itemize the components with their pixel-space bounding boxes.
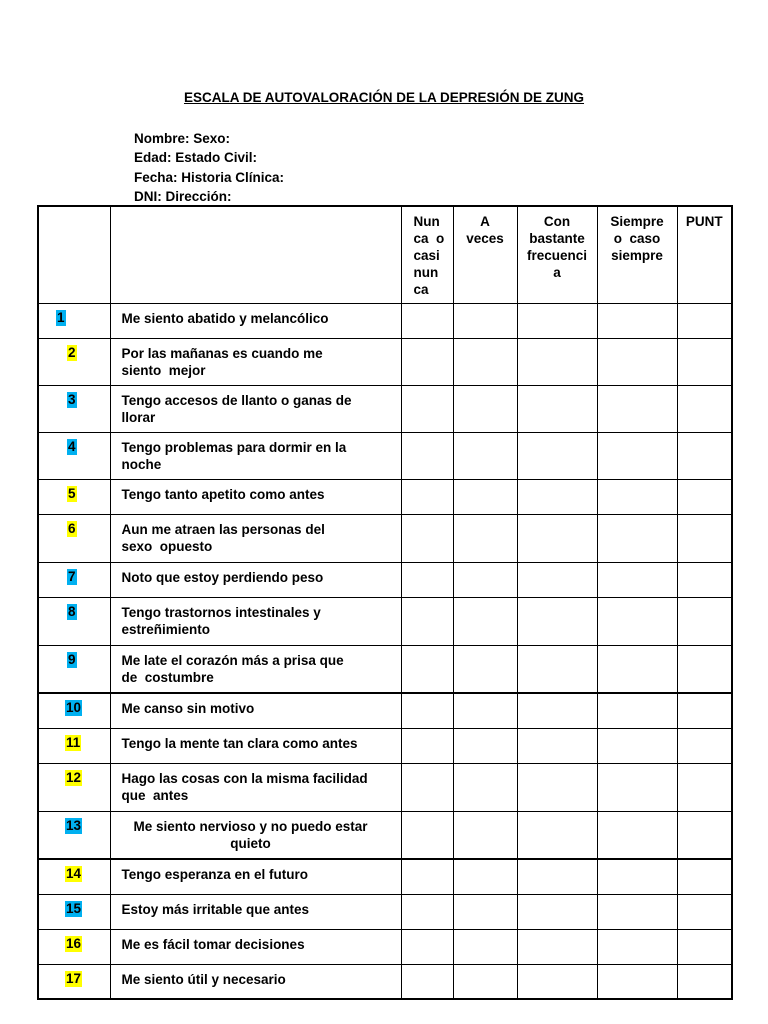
item-statement <box>111 729 401 752</box>
item-statement-line: Tengo la mente tan clara como antes <box>121 735 358 751</box>
table-row <box>38 693 732 728</box>
item-number-cell <box>38 645 110 693</box>
answer-con-bastante-cell[interactable] <box>517 479 597 514</box>
answer-con-bastante-cell[interactable] <box>517 385 597 432</box>
answer-a-veces-cell[interactable] <box>453 811 517 859</box>
item-statement-line: Tengo trastornos intestinales y <box>121 604 321 620</box>
item-number: 9 <box>68 651 76 667</box>
item-statement-line: Me canso sin motivo <box>121 701 255 716</box>
item-statement <box>111 304 401 327</box>
item-statement-cell <box>110 303 401 338</box>
table-row <box>38 859 732 894</box>
punt-cell[interactable] <box>677 562 732 597</box>
answer-siempre-cell[interactable] <box>597 432 677 479</box>
item-statement-line: Hago las cosas con la misma facilidad <box>121 770 368 786</box>
item-statement-cell <box>110 562 401 597</box>
item-statement-line: de costumbre <box>121 669 214 685</box>
item-statement-cell <box>110 385 401 432</box>
header-col3 <box>517 206 597 303</box>
answer-siempre-cell[interactable] <box>597 597 677 645</box>
table-row <box>38 479 732 514</box>
table-row <box>38 763 732 811</box>
answer-siempre-cell[interactable] <box>597 811 677 859</box>
header-col4 <box>597 206 677 303</box>
item-statement-line: Me siento abatido y melancólico <box>121 310 329 326</box>
item-statement-line: quieto <box>230 835 271 851</box>
column-header-line: o caso <box>613 231 661 246</box>
answer-siempre-cell[interactable] <box>597 728 677 763</box>
item-statement-line: Estoy más irritable que antes <box>121 901 310 917</box>
punt-cell[interactable] <box>677 645 732 693</box>
item-number: 3 <box>68 391 76 407</box>
item-statement-line: sexo opuesto <box>121 538 213 554</box>
answer-nunca-cell[interactable] <box>401 964 453 999</box>
item-statement-line: Me es fácil tomar decisiones <box>121 936 305 952</box>
punt-cell[interactable] <box>677 385 732 432</box>
answer-siempre-cell[interactable] <box>597 645 677 693</box>
punt-cell[interactable] <box>677 432 732 479</box>
answer-nunca-cell[interactable] <box>401 894 453 929</box>
answer-nunca-cell[interactable] <box>401 562 453 597</box>
table-row <box>38 385 732 432</box>
item-number-cell <box>38 562 110 597</box>
item-statement-line: Me siento útil y necesario <box>121 971 286 987</box>
item-number: 2 <box>68 344 76 360</box>
answer-a-veces-cell[interactable] <box>453 894 517 929</box>
punt-cell[interactable] <box>677 514 732 562</box>
item-statement <box>111 339 401 379</box>
answer-con-bastante-cell[interactable] <box>517 693 597 728</box>
item-statement-line: que antes <box>121 787 189 803</box>
item-number: 12 <box>66 769 82 785</box>
item-statement <box>111 480 401 503</box>
item-number: 16 <box>66 935 82 951</box>
answer-nunca-cell[interactable] <box>401 811 453 859</box>
item-number-cell <box>38 338 110 385</box>
table-row <box>38 432 732 479</box>
answer-nunca-cell[interactable] <box>401 338 453 385</box>
answer-nunca-cell[interactable] <box>401 728 453 763</box>
field-nombre-sexo: Nombre: Sexo: <box>134 131 231 146</box>
item-statement <box>111 965 401 988</box>
answer-a-veces-cell[interactable] <box>453 303 517 338</box>
item-number-cell <box>38 597 110 645</box>
punt-cell[interactable] <box>677 693 732 728</box>
column-header-line: nun <box>413 265 439 280</box>
punt-cell[interactable] <box>677 859 732 894</box>
item-statement <box>111 515 401 555</box>
item-statement-cell <box>110 964 401 999</box>
punt-cell[interactable] <box>677 303 732 338</box>
item-statement <box>111 646 401 686</box>
item-statement <box>111 598 401 638</box>
table-row <box>38 338 732 385</box>
answer-siempre-cell[interactable] <box>597 964 677 999</box>
answer-nunca-cell[interactable] <box>401 479 453 514</box>
column-header-line: A <box>480 214 490 229</box>
answer-siempre-cell[interactable] <box>597 338 677 385</box>
table-row <box>38 303 732 338</box>
column-header-line: ca <box>413 282 429 297</box>
column-header-label <box>598 207 677 264</box>
answer-con-bastante-cell[interactable] <box>517 303 597 338</box>
answer-siempre-cell[interactable] <box>597 894 677 929</box>
answer-a-veces-cell[interactable] <box>453 763 517 811</box>
item-statement <box>111 860 401 883</box>
item-number-cell <box>38 514 110 562</box>
item-statement-cell <box>110 728 401 763</box>
answer-nunca-cell[interactable] <box>401 303 453 338</box>
patient-fields <box>134 129 284 206</box>
answer-siempre-cell[interactable] <box>597 303 677 338</box>
item-number-cell <box>38 432 110 479</box>
answer-siempre-cell[interactable] <box>597 929 677 964</box>
item-number-cell <box>38 859 110 894</box>
item-number: 15 <box>66 900 82 916</box>
punt-cell[interactable] <box>677 728 732 763</box>
item-statement-line: Aun me atraen las personas del <box>121 521 325 537</box>
answer-con-bastante-cell[interactable] <box>517 597 597 645</box>
punt-cell[interactable] <box>677 811 732 859</box>
answer-a-veces-cell[interactable] <box>453 964 517 999</box>
item-statement-line: Tengo esperanza en el futuro <box>121 867 309 882</box>
answer-siempre-cell[interactable] <box>597 859 677 894</box>
answer-nunca-cell[interactable] <box>401 693 453 728</box>
item-number: 5 <box>68 485 76 501</box>
item-statement-cell <box>110 338 401 385</box>
item-statement-line: Me siento nervioso y no puedo estar <box>133 818 368 834</box>
answer-siempre-cell[interactable] <box>597 562 677 597</box>
answer-nunca-cell[interactable] <box>401 929 453 964</box>
answer-con-bastante-cell[interactable] <box>517 645 597 693</box>
punt-cell[interactable] <box>677 964 732 999</box>
item-statement-cell <box>110 929 401 964</box>
column-header-label <box>402 207 453 298</box>
table-row <box>38 894 732 929</box>
item-statement <box>111 386 401 426</box>
item-number-cell <box>38 763 110 811</box>
table-row <box>38 811 732 859</box>
table-row <box>38 514 732 562</box>
table-row <box>38 597 732 645</box>
punt-cell[interactable] <box>677 597 732 645</box>
header-blank-num <box>38 206 110 303</box>
column-header-label <box>518 207 597 281</box>
item-statement <box>111 563 401 586</box>
answer-siempre-cell[interactable] <box>597 763 677 811</box>
header-col2 <box>453 206 517 303</box>
item-statement-line: Tengo tanto apetito como antes <box>121 486 325 502</box>
answer-a-veces-cell[interactable] <box>453 859 517 894</box>
item-statement <box>111 433 401 473</box>
column-header-line: a <box>553 265 561 280</box>
item-number-cell <box>38 693 110 728</box>
answer-con-bastante-cell[interactable] <box>517 562 597 597</box>
item-number-cell <box>38 929 110 964</box>
column-header-line: frecuenci <box>526 248 588 263</box>
item-number: 11 <box>66 734 81 750</box>
answer-nunca-cell[interactable] <box>401 859 453 894</box>
answer-a-veces-cell[interactable] <box>453 693 517 728</box>
item-statement-line: estreñimiento <box>121 621 211 637</box>
item-statement-cell <box>110 894 401 929</box>
item-statement-cell <box>110 432 401 479</box>
item-number-cell <box>38 894 110 929</box>
item-number-cell <box>38 728 110 763</box>
answer-nunca-cell[interactable] <box>401 385 453 432</box>
answer-con-bastante-cell[interactable] <box>517 432 597 479</box>
punt-cell[interactable] <box>677 763 732 811</box>
punt-cell[interactable] <box>677 894 732 929</box>
table-row <box>38 562 732 597</box>
item-statement-line: llorar <box>121 409 156 425</box>
answer-con-bastante-cell[interactable] <box>517 514 597 562</box>
answer-a-veces-cell[interactable] <box>453 479 517 514</box>
item-statement-line: Tengo accesos de llanto o ganas de <box>121 392 352 408</box>
item-statement-cell <box>110 811 401 859</box>
item-statement-cell <box>110 645 401 693</box>
column-header-line: Nun <box>413 214 440 229</box>
header-col1 <box>401 206 453 303</box>
item-number: 7 <box>68 568 76 584</box>
item-statement <box>111 895 401 918</box>
answer-a-veces-cell[interactable] <box>453 514 517 562</box>
item-number-cell <box>38 964 110 999</box>
column-header-label <box>454 207 517 247</box>
item-statement-cell <box>110 514 401 562</box>
item-statement-line: Me late el corazón más a prisa que <box>121 652 344 668</box>
item-number: 1 <box>57 309 65 325</box>
column-header-line: Siempre <box>610 214 664 229</box>
table-row <box>38 645 732 693</box>
answer-siempre-cell[interactable] <box>597 693 677 728</box>
answer-a-veces-cell[interactable] <box>453 338 517 385</box>
column-header-line: PUNT <box>685 214 723 229</box>
table-row <box>38 728 732 763</box>
table-row <box>38 929 732 964</box>
item-number: 4 <box>68 438 76 454</box>
item-number: 14 <box>66 866 82 881</box>
answer-nunca-cell[interactable] <box>401 432 453 479</box>
answer-nunca-cell[interactable] <box>401 514 453 562</box>
answer-a-veces-cell[interactable] <box>453 562 517 597</box>
item-number: 6 <box>68 520 76 536</box>
item-statement-line: siento mejor <box>121 362 206 378</box>
header-col5 <box>677 206 732 303</box>
column-header-line: Con <box>543 214 571 229</box>
answer-con-bastante-cell[interactable] <box>517 929 597 964</box>
item-statement-line: noche <box>121 456 162 472</box>
column-header-line: casi <box>413 248 440 263</box>
answer-siempre-cell[interactable] <box>597 514 677 562</box>
punt-cell[interactable] <box>677 479 732 514</box>
answer-con-bastante-cell[interactable] <box>517 811 597 859</box>
item-statement <box>111 694 401 717</box>
item-number-cell <box>38 303 110 338</box>
item-statement <box>111 812 401 852</box>
item-statement-cell <box>110 597 401 645</box>
answer-a-veces-cell[interactable] <box>453 432 517 479</box>
answer-siempre-cell[interactable] <box>597 385 677 432</box>
item-number: 10 <box>66 700 82 715</box>
item-statement-cell <box>110 693 401 728</box>
answer-con-bastante-cell[interactable] <box>517 964 597 999</box>
column-header-line: bastante <box>529 231 585 246</box>
answer-nunca-cell[interactable] <box>401 597 453 645</box>
punt-cell[interactable] <box>677 338 732 385</box>
answer-nunca-cell[interactable] <box>401 763 453 811</box>
item-statement-line: Noto que estoy perdiendo peso <box>121 569 324 585</box>
zung-scale-table <box>37 205 733 1000</box>
item-statement-line: Tengo problemas para dormir en la <box>121 439 347 455</box>
answer-a-veces-cell[interactable] <box>453 645 517 693</box>
field-dni-direccion: DNI: Dirección: <box>134 188 232 204</box>
item-statement-cell <box>110 479 401 514</box>
item-number-cell <box>38 811 110 859</box>
answer-nunca-cell[interactable] <box>401 645 453 693</box>
answer-a-veces-cell[interactable] <box>453 385 517 432</box>
field-fecha-historia: Fecha: Historia Clínica: <box>134 169 285 185</box>
item-statement <box>111 930 401 953</box>
punt-cell[interactable] <box>677 929 732 964</box>
item-statement-cell <box>110 763 401 811</box>
item-statement <box>111 764 401 804</box>
answer-con-bastante-cell[interactable] <box>517 894 597 929</box>
answer-a-veces-cell[interactable] <box>453 597 517 645</box>
field-edad-estado-civil: Edad: Estado Civil: <box>134 150 258 166</box>
item-number: 8 <box>68 603 76 619</box>
answer-siempre-cell[interactable] <box>597 479 677 514</box>
item-number: 13 <box>66 817 82 833</box>
item-number: 17 <box>66 970 82 986</box>
item-number-cell <box>38 385 110 432</box>
column-header-line: ca o <box>413 231 445 246</box>
answer-con-bastante-cell[interactable] <box>517 728 597 763</box>
table-row <box>38 964 732 999</box>
column-header-line: siempre <box>611 248 663 263</box>
answer-con-bastante-cell[interactable] <box>517 338 597 385</box>
header-blank-item <box>110 206 401 303</box>
item-statement-line: Por las mañanas es cuando me <box>121 345 323 361</box>
answer-a-veces-cell[interactable] <box>453 929 517 964</box>
item-statement-cell <box>110 859 401 894</box>
answer-con-bastante-cell[interactable] <box>517 859 597 894</box>
column-header-label <box>678 207 732 230</box>
document-title: ESCALA DE AUTOVALORACIÓN DE LA DEPRESIÓN DE ZUNG <box>183 90 585 105</box>
answer-a-veces-cell[interactable] <box>453 728 517 763</box>
item-number-cell <box>38 479 110 514</box>
column-header-line: veces <box>466 231 504 246</box>
answer-con-bastante-cell[interactable] <box>517 763 597 811</box>
